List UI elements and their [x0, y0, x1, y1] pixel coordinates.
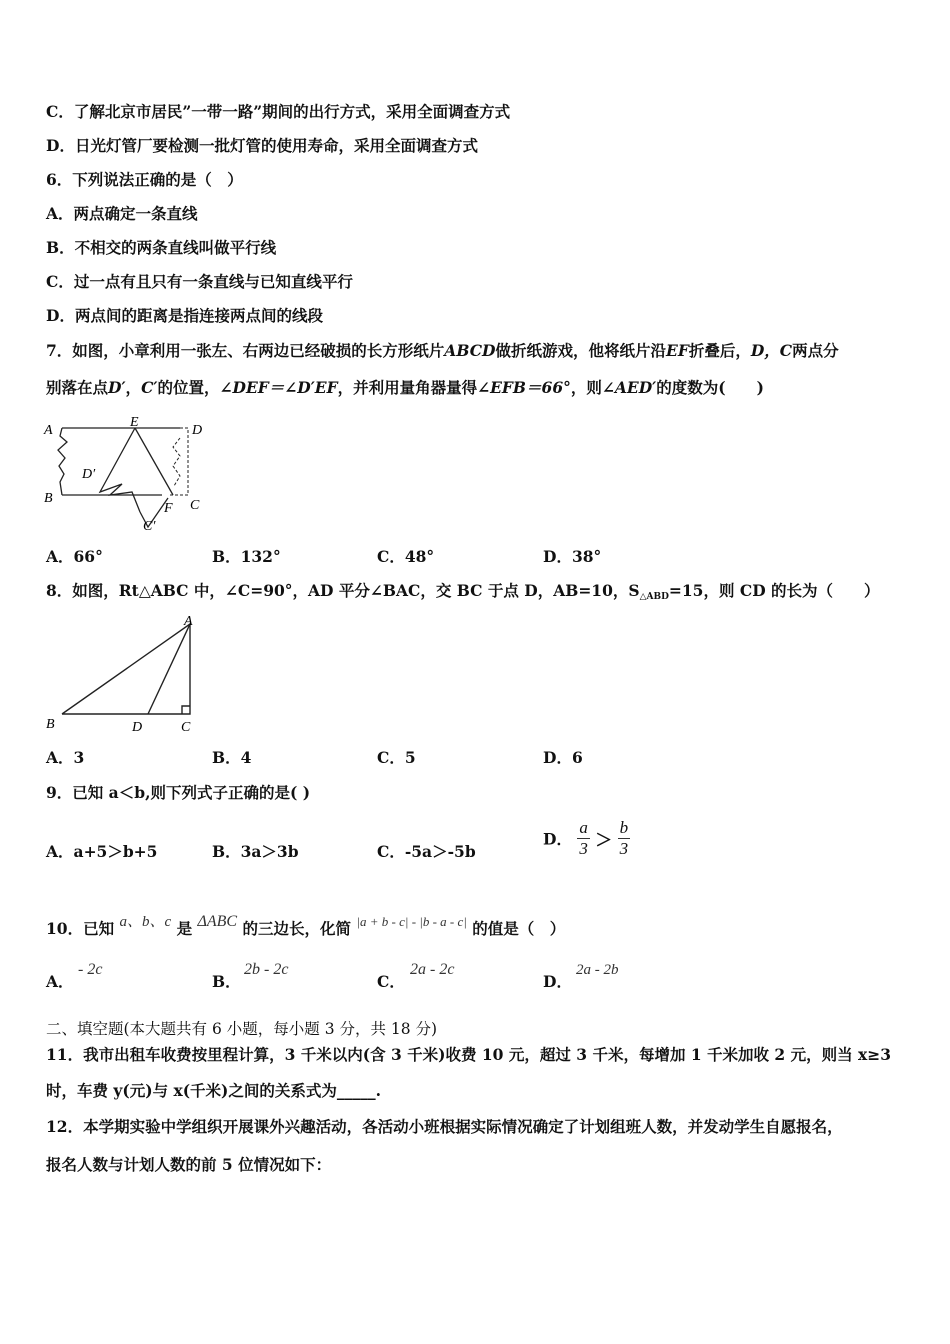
q10-text: 的值是（ ） — [472, 919, 566, 938]
q6-option-c: C．过一点有且只有一条直线与已知直线平行 — [46, 272, 353, 291]
q12-line2: 报名人数与计划人数的前 5 位情况如下： — [46, 1155, 332, 1174]
q7-text: 别落在点 — [46, 378, 109, 397]
q9-fraction-b-over-3 — [618, 818, 631, 859]
q9-frac-num: b — [619, 818, 629, 837]
q7-fig-fold-line — [135, 428, 173, 495]
q7-text: ，并利用量角器量得 — [337, 378, 478, 397]
q10-option-c-value: 2a - 2c — [410, 961, 455, 978]
q10-stem — [46, 905, 565, 946]
q7-label-d: D — [192, 423, 203, 438]
q10-option-c-label: C． — [377, 972, 405, 991]
q8-fig-triangle — [62, 624, 190, 714]
q8-label-d: D — [132, 720, 143, 735]
q7-stem-line2 — [46, 378, 764, 398]
q9-option-c: C．-5a＞-5b — [377, 842, 476, 861]
q10-option-a-value: - 2c — [78, 961, 103, 978]
q12-line1: 12．本学期实验中学组织开展课外兴趣活动，各活动小班根据实际情况确定了计划组班人数，并发动学生自愿报名， — [46, 1117, 843, 1136]
q7-text: 的度数为( ) — [656, 378, 764, 397]
q6-option-b: B．不相交的两条直线叫做平行线 — [46, 238, 277, 257]
q7-angle3: ∠AED′ — [601, 378, 657, 397]
q7-text: 的位置， — [157, 378, 220, 397]
q7-label-b: B — [44, 491, 53, 506]
q11-line1: 11．我市出租车收费按里程计算，3 千米以内(含 3 千米)收费 10 元，超过 3 千米，每增加 1 千米加收 2 元，则当 x≥3 — [46, 1045, 892, 1064]
q8-text: =15，则 CD 的长为（ ） — [668, 581, 880, 600]
q7-option-b: B．132° — [212, 547, 281, 566]
q7-angle1: ∠DEF＝∠D′EF — [219, 378, 338, 397]
q8-option-b: B．4 — [212, 748, 252, 767]
q7-abcd: ABCD — [444, 341, 496, 360]
q8-figure — [40, 610, 210, 738]
q7-stem-line1 — [46, 341, 839, 361]
q9-greater-than: ＞ — [595, 831, 613, 851]
q7-text: ， — [125, 378, 142, 397]
q7-fig-folded-flap — [100, 428, 140, 512]
q7-fig-torn-right — [173, 438, 180, 486]
q6-stem: 6．下列说法正确的是（ ） — [46, 170, 243, 189]
q8-stem — [46, 581, 880, 607]
q7-label-dprime: D′ — [82, 467, 96, 482]
q7-label-cprime: C′ — [143, 519, 156, 534]
q9-option-d-label: D． — [543, 829, 572, 849]
q5-option-c: C．了解北京市居民”一带一路”期间的出行方式，采用全面调查方式 — [46, 102, 511, 121]
q10-triangle: ΔABC — [197, 913, 238, 930]
q10-text: 是 — [176, 919, 193, 938]
q7-label-f: F — [164, 501, 173, 516]
q8-text: 8．如图，Rt△ABC 中，∠C=90°，AD 平分∠BAC，交 BC 于点 D，AB=10，S — [46, 581, 640, 600]
q10-option-b-label: B． — [212, 972, 241, 991]
q6-option-a: A．两点确定一条直线 — [46, 204, 198, 223]
q10-option-a-label: A． — [46, 972, 74, 991]
q10-vars: a、b、c — [119, 914, 172, 930]
q10-text: 的三边长，化简 — [242, 919, 352, 938]
q9-frac-num: a — [579, 818, 588, 837]
q7-label-c: C — [190, 498, 200, 513]
q7-text: 7．如图，小章利用一张左、右两边已经破损的长方形纸片 — [46, 341, 445, 360]
q10-text: 10．已知 — [46, 919, 115, 938]
q8-fig-bisector-ad — [148, 624, 190, 714]
q9-option-d — [543, 818, 630, 859]
q7-text: 两点分 — [792, 341, 839, 360]
q8-option-a: A．3 — [46, 748, 85, 767]
q9-stem: 9．已知 a＜b,则下列式子正确的是( ) — [46, 783, 311, 802]
q9-fraction-a-over-3 — [577, 818, 590, 859]
q7-ef: EF — [666, 341, 689, 360]
q9-frac-den: 3 — [579, 839, 588, 858]
q5-option-d: D．日光灯管厂要检测一批灯管的使用寿命，采用全面调查方式 — [46, 136, 478, 155]
q7-label-a: A — [44, 423, 53, 438]
q7-fig-edge-left — [58, 428, 67, 495]
q8-subscript: △ABD — [639, 592, 669, 602]
q8-label-a: A — [184, 614, 193, 629]
q9-option-a: A．a+5＞b+5 — [46, 842, 158, 861]
q7-dprime: D′ — [108, 378, 126, 397]
q7-text: ，则 — [570, 378, 602, 397]
q6-option-d: D．两点间的距离是指连接两点间的线段 — [46, 306, 323, 325]
q10-option-b-value: 2b - 2c — [244, 961, 289, 978]
q7-text: 折叠后， — [688, 341, 751, 360]
section-heading: 二、填空题(本大题共有 6 小题，每小题 3 分，共 18 分) — [46, 1020, 438, 1038]
q7-label-e: E — [130, 415, 139, 430]
q8-option-c: C．5 — [377, 748, 416, 767]
q8-fig-right-angle — [182, 706, 190, 714]
q10-expression: |a + b - c| - |b - a - c| — [356, 914, 467, 929]
q8-label-c: C — [181, 720, 191, 735]
q7-cprime: C′ — [141, 378, 158, 397]
q7-option-a: A．66° — [46, 547, 103, 566]
q7-text: 做折纸游戏，他将纸片沿 — [495, 341, 667, 360]
q10-option-d-label: D． — [543, 972, 572, 991]
q10-option-d-value: 2a - 2b — [576, 962, 619, 978]
q7-option-c: C．48° — [377, 547, 435, 566]
q7-dc: D，C — [750, 341, 793, 360]
q9-frac-den: 3 — [619, 839, 629, 858]
q9-option-b: B．3a＞3b — [212, 842, 299, 861]
q7-figure — [40, 412, 220, 534]
q7-option-d: D．38° — [543, 547, 602, 566]
q8-option-d: D．6 — [543, 748, 583, 767]
q11-line2: 时，车费 y(元)与 x(千米)之间的关系式为_____. — [46, 1081, 382, 1100]
q7-angle2: ∠EFB＝66° — [477, 378, 571, 397]
q8-label-b: B — [46, 717, 55, 732]
